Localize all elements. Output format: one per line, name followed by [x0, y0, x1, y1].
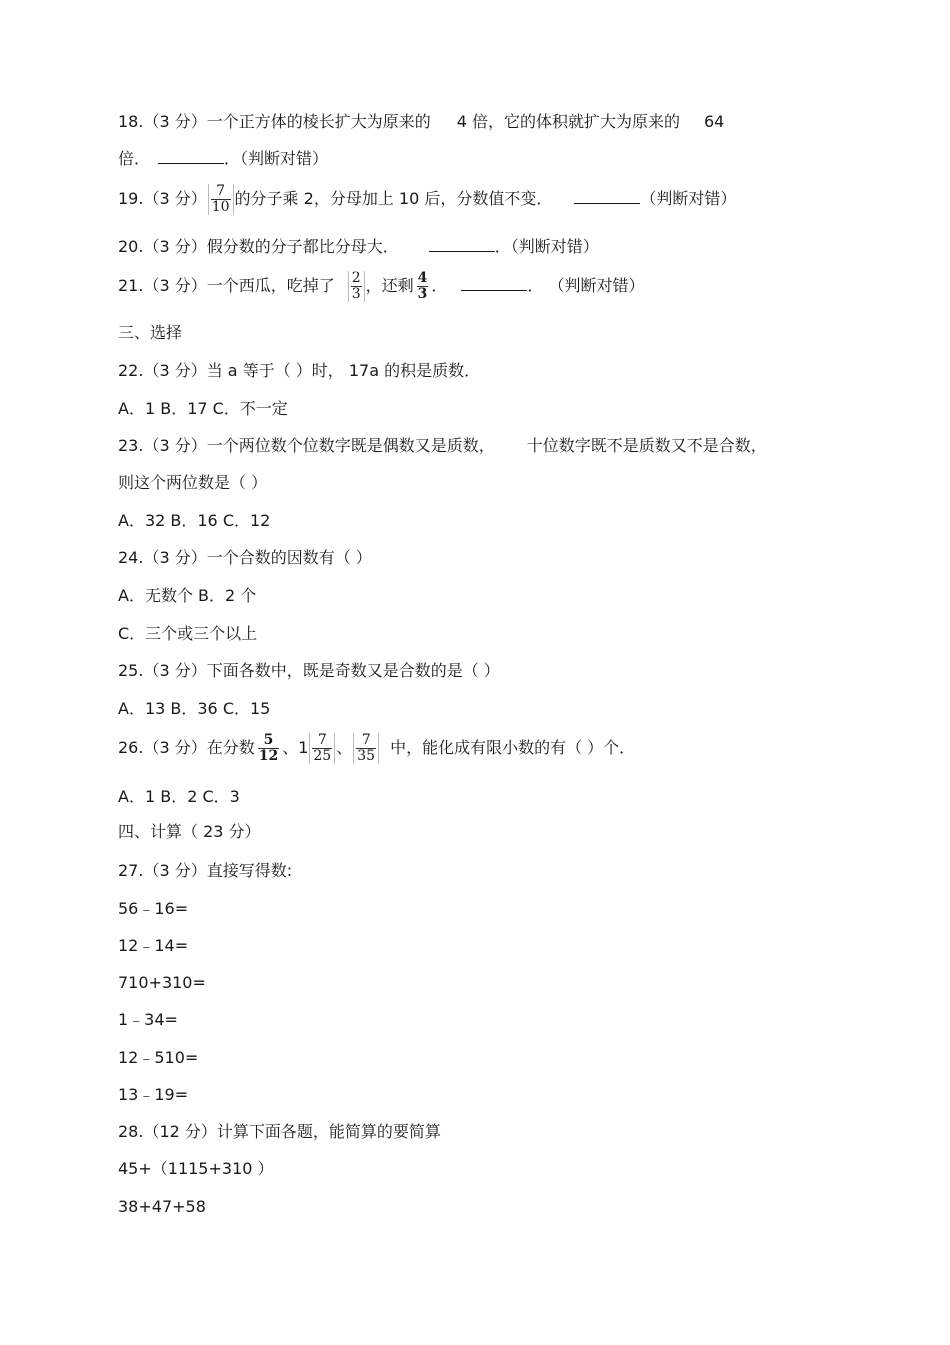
q19-pre: 19.（3 分）	[118, 189, 207, 208]
fraction-7-35	[353, 733, 379, 764]
fraction-numerator: 5	[258, 733, 279, 749]
q26-pre: 26.（3 分）在分数	[118, 738, 255, 757]
q26-post: 中，能化成有限小数的有（ ）个．	[390, 738, 636, 757]
q27-item: 1﹣34=	[118, 1010, 178, 1029]
q21-pre: 21.（3 分）一个西瓜，吃掉了	[118, 276, 335, 295]
q19-line	[118, 182, 736, 216]
q24-text: 24.（3 分）一个合数的因数有（ ）	[118, 548, 372, 567]
q26-sep2: 、	[336, 738, 353, 757]
q20-post: ．（判断对错）	[494, 237, 599, 256]
q21-line	[118, 266, 645, 306]
fraction-denominator: 3	[417, 286, 428, 302]
q27-item: 710+310=	[118, 973, 206, 992]
q27-item: 56﹣16=	[118, 899, 189, 918]
fraction-4-3	[415, 271, 431, 302]
q20-line	[118, 235, 599, 258]
q18-line1	[118, 111, 724, 133]
q26-line	[118, 728, 635, 768]
fraction-denominator: 12	[258, 748, 279, 764]
fraction-numerator: 7	[356, 733, 376, 749]
q23-line2: 则这个两位数是（ ）	[118, 473, 268, 492]
fraction-numerator: 7	[211, 184, 231, 200]
q18-line2	[118, 147, 328, 170]
fraction-7-10	[208, 184, 234, 215]
section-4-heading: 四、计算（ 23 分）	[118, 822, 261, 841]
q21-dot: ．	[431, 276, 448, 295]
q27-item: 13﹣19=	[118, 1085, 189, 1104]
q23-options: A．32 B．16 C．12	[118, 511, 271, 530]
answer-blank-19[interactable]	[574, 187, 640, 204]
answer-blank-20[interactable]	[429, 235, 495, 252]
fraction-numerator: 2	[351, 270, 361, 286]
q24-option-c: C．三个或三个以上	[118, 624, 258, 643]
q23-text-a: 23.（3 分）一个两位数个位数字既是偶数又是质数，	[118, 436, 495, 455]
q25-text: 25.（3 分）下面各数中，既是奇数又是合数的是（ ）	[118, 661, 500, 680]
q21-post: ． （判断对错）	[527, 276, 645, 295]
q23-text-b: 十位数字既不是质数又不是合数，	[526, 436, 767, 455]
answer-blank-21[interactable]	[461, 274, 527, 291]
q20-pre: 20.（3 分）假分数的分子都比分母大．	[118, 237, 399, 256]
q21-mid: ，还剩	[365, 276, 414, 295]
fraction-denominator: 3	[351, 286, 361, 302]
fraction-numerator: 4	[417, 270, 428, 286]
q18-text-d: 倍．	[118, 149, 151, 168]
fraction-7-25	[309, 733, 335, 764]
q26-options: A．1 B．2 C．3	[118, 787, 240, 806]
q22-text: 22.（3 分）当 a 等于（ ）时， 17a 的积是质数．	[118, 361, 481, 380]
fraction-5-12	[256, 733, 281, 764]
section-3-heading: 三、选择	[118, 323, 183, 342]
fraction-denominator: 10	[211, 199, 230, 215]
q28-title: 28.（12 分）计算下面各题，能简算的要简算	[118, 1122, 441, 1141]
q27-item: 12﹣14=	[118, 936, 189, 955]
q26-sep1: 、1	[282, 738, 309, 757]
fraction-denominator: 35	[357, 748, 376, 764]
answer-blank-18[interactable]	[158, 147, 224, 164]
q24-options-ab: A．无数个 B．2 个	[118, 586, 257, 605]
q19-mid: 的分子乘 2，分母加上 10 后，分数值不变．	[234, 189, 553, 208]
q19-post: （判断对错）	[640, 189, 737, 208]
q18-text-c: 64	[704, 112, 725, 131]
q18-text-e: ．（判断对错）	[224, 149, 329, 168]
q28-item: 38+47+58	[118, 1197, 206, 1216]
q28-item: 45+（1115+310 ）	[118, 1159, 274, 1178]
q23-line1	[118, 435, 767, 457]
q25-options: A．13 B．36 C．15	[118, 699, 271, 718]
q22-options: A．1 B．17 C．不一定	[118, 399, 288, 418]
q27-title: 27.（3 分）直接写得数:	[118, 861, 293, 880]
q27-item: 12﹣510=	[118, 1048, 199, 1067]
q18-text-a: 18.（3 分）一个正方体的棱长扩大为原来的	[118, 112, 431, 131]
fraction-denominator: 25	[313, 748, 332, 764]
fraction-numerator: 7	[312, 733, 332, 749]
fraction-2-3	[348, 271, 365, 302]
q18-text-b: 4 倍，它的体积就扩大为原来的	[456, 112, 680, 131]
